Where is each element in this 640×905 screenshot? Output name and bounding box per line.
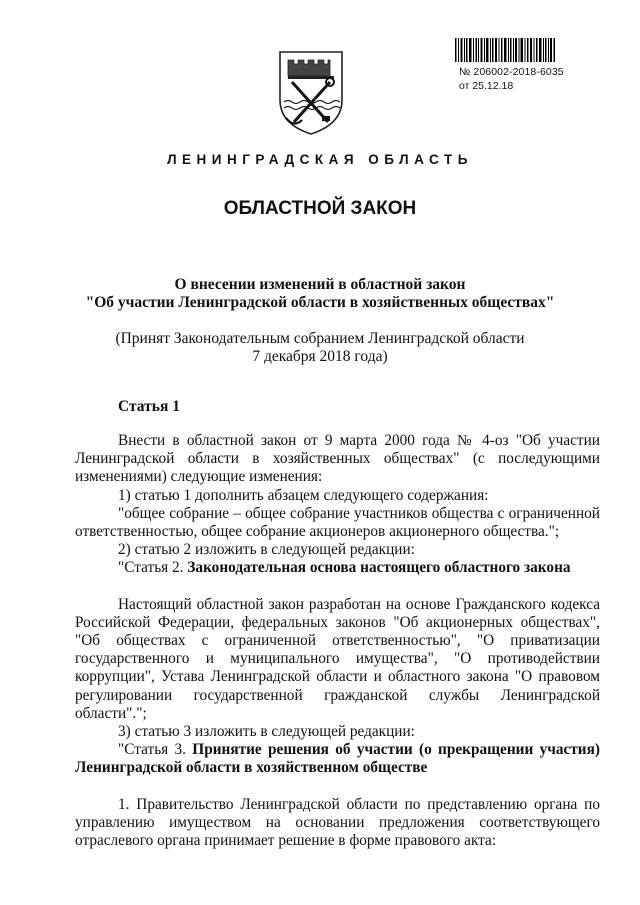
registration-number: № 206002-2018-6035 — [459, 66, 564, 78]
article-1-intro: Внести в областной закон от 9 марта 2000 года № 4-оз "Об участии Ленинградской области в хозяйственных обществах" (с последующими изменениями) следующие изменения: — [75, 432, 600, 486]
article-3-prefix: "Статья 3. — [118, 741, 193, 759]
coat-of-arms-emblem — [276, 50, 346, 136]
item-1-text: "общее собрание – общее собрание участников общества с ограниченной ответственностью, общее собрание акционеров акционерного общества."; — [75, 504, 600, 541]
region-name: ЛЕНИНГРАДСКАЯ ОБЛАСТЬ — [167, 152, 473, 167]
article-1-heading: Статья 1 — [118, 398, 180, 415]
law-type-heading: ОБЛАСТНОЙ ЗАКОН — [223, 198, 417, 219]
barcode — [455, 38, 555, 62]
item-3: 3) статью 3 изложить в следующей редакции: — [118, 723, 415, 741]
law-title — [0, 276, 640, 312]
adoption-note-line-1: (Принят Законодательным собранием Ленинградской области — [115, 330, 525, 347]
article-2-heading — [75, 559, 600, 577]
item-2: 2) статью 2 изложить в следующей редакции: — [118, 541, 415, 559]
law-title-line-2: "Об участии Ленинградской области в хозяйственных обществах" — [85, 294, 555, 311]
article-3-title: Принятие решения об участии (о прекращении участия) Ленинградской области в хозяйственном обществе — [75, 741, 600, 777]
article-1-body — [75, 432, 600, 850]
adoption-note — [0, 330, 640, 366]
adoption-note-line-2: 7 декабря 2018 года) — [252, 348, 388, 365]
registration-date: от 25.12.18 — [459, 80, 514, 92]
law-title-line-1: О внесении изменений в областной закон — [174, 276, 466, 293]
article-3-paragraph-1: 1. Правительство Ленинградской области по представлению органа по управлению имуществом на основании предложения соответствующего отраслевого органа принимает решение в форме правового акта: — [75, 795, 600, 850]
article-2-prefix: "Статья 2. — [118, 559, 188, 577]
article-3-heading — [75, 741, 600, 777]
article-2-title: Законодательная основа настоящего областного закона — [187, 559, 571, 577]
article-2-text: Настоящий областной закон разработан на основе Гражданского кодекса Российской Федерации, федеральных законов "Об акционерных обществах", "Об обществах с ограниченной ответственностью", "О приватизации государственного и муниципального имущества", "О противодействии коррупции", Устава Ленинградской области и областного закона "О правовом регулировании государственной гражданской службы Ленинградской области"."; — [75, 595, 600, 722]
item-1: 1) статью 1 дополнить абзацем следующего содержания: — [118, 486, 489, 504]
